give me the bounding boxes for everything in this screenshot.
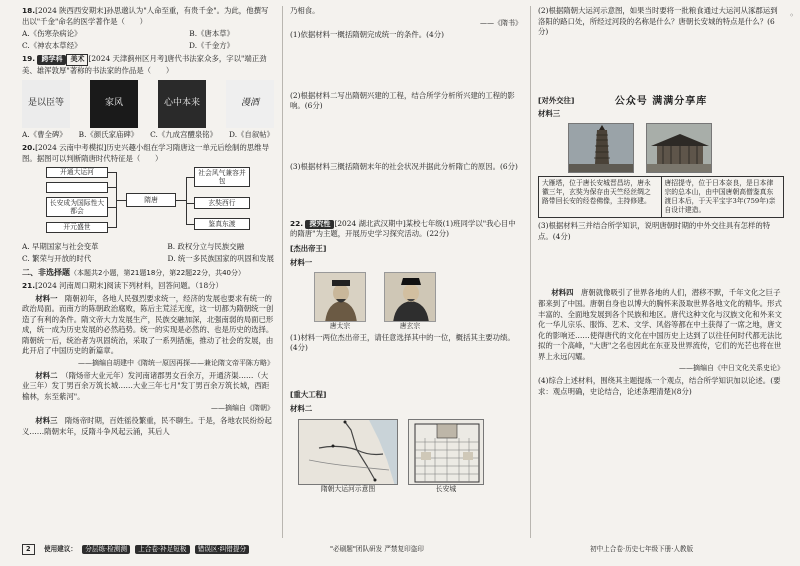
usage-suggestion xyxy=(44,545,249,554)
connector-line xyxy=(186,224,194,225)
connector-line xyxy=(116,200,126,201)
question-stem: [2024 湖北武汉期中]某校七年级(1)班同学以"我心目中的隋唐"为主题，开展历史学习探究活动。(22分) xyxy=(290,218,516,239)
material-text: 隋炀帝时期，百姓徭役繁重，民不聊生。于是，各地农民纷纷起义……隋朝末年，反隋斗争风起云涌，其后人 xyxy=(22,416,272,436)
answer-area[interactable] xyxy=(290,43,522,91)
left-column xyxy=(22,6,274,538)
answer-area[interactable] xyxy=(538,244,784,288)
option-a[interactable]: A.《伤寒杂病论》 xyxy=(22,29,82,39)
page-footer xyxy=(0,544,800,558)
grand-canal-map xyxy=(298,419,398,495)
answer-area[interactable] xyxy=(290,356,522,386)
options-row xyxy=(22,130,274,141)
connector-line xyxy=(186,177,194,178)
interdisciplinary-tag: 跨学科 xyxy=(37,55,66,65)
question-number: 18. xyxy=(22,6,36,15)
mind-map-blank-node xyxy=(46,182,108,193)
material-source: ——《隋书》 xyxy=(480,18,522,27)
material-label: 材料四 xyxy=(551,288,574,298)
emperor-portrait-image xyxy=(384,272,436,322)
changan-city-map-image xyxy=(408,419,484,485)
option-c[interactable]: C. 繁荣与开放的时代 xyxy=(22,253,92,263)
portrait-tang-xuanzong xyxy=(384,272,436,332)
portrait-caption: 唐太宗 xyxy=(329,322,351,330)
question-stem: [2024 天津蓟州区月考]唐代书法家众多，字以"端正劲美、雄浑敦厚"著称的书法家的作品是（ ） xyxy=(22,54,267,75)
connector-line xyxy=(108,227,116,228)
question-stem: [2024 河南周口期末]阅读下列材料，回答问题。（18分） xyxy=(35,281,223,291)
calligraphy-image-b: 家风 xyxy=(90,80,138,128)
emperor-portrait-image xyxy=(314,272,366,322)
giant-wild-goose-pagoda-photo xyxy=(568,123,634,173)
answer-area[interactable] xyxy=(538,40,784,92)
option-b[interactable]: B. 政权分立与民族交融 xyxy=(167,242,244,252)
page-number: 2 xyxy=(22,544,35,555)
table-cell: 大雁塔，位于唐长安城晋昌坊，唐永徽三年，玄奘为保存由天竺经丝绸之路带回长安的经卷佛像，主持修建。 xyxy=(539,176,662,218)
mind-map-node: 鉴真东渡 xyxy=(194,218,250,230)
changan-city-map xyxy=(408,419,484,495)
question-stem: [2024 陕西西安期末]孙思邈认为"人命至重，有贵千金"。为此，他撰写出以"千金"命名的医学著作是（ ） xyxy=(22,6,269,26)
material-table xyxy=(538,176,784,219)
subject-tag: 美术 xyxy=(66,54,88,66)
connector-line xyxy=(186,203,194,204)
connector-line xyxy=(108,207,116,208)
section-heading xyxy=(22,267,274,279)
material-label: 材料二 xyxy=(35,370,58,380)
material-text: 唐朝就像吸引了世界各地的人们，潜移不默，千年文化之巨子都来到了中国。唐朝自身也以博大的胸怀来汲取世界各地文化的精华。形式丰富的、全面地发展到各个民族和地区。唐代这种文化与汉族文化和外来文化一华儿宗乐、服饰、艺术、文学、风俗等都在中土获得了一席之地，唐文化的影响还……使得唐代的文化在中国历史上达到了以往任何时代都无法比拟的一个高峰，"大唐"之名也因此在东亚及世界流传，它们的光芒也将在世界上永远闪耀。 xyxy=(538,288,782,361)
options-row xyxy=(22,41,274,52)
usage-label: 使用建议： xyxy=(44,545,77,553)
toshodaiji-temple-photo xyxy=(646,123,712,173)
subsection-heading: [杰出帝王] xyxy=(290,243,327,253)
material-text: （隋炀帝大业元年）发河南诸郡男女百余万，开通济渠……（大业三年）发丁男百余万筑长城……大业三年七月"发丁男百余万筑长城，西距榆林，东至紫河"。 xyxy=(22,370,270,401)
footer-notice: "必刷题"团队研发 严禁复印盗印 xyxy=(330,545,424,553)
question-number: 20. xyxy=(22,143,36,153)
connector-line xyxy=(108,172,116,173)
options-row xyxy=(22,29,274,40)
question-number: 21. xyxy=(22,281,36,291)
usage-chip: 错误区·纠错提分 xyxy=(195,545,249,554)
options-row xyxy=(22,242,274,253)
mind-map xyxy=(22,167,274,239)
option-d[interactable]: D.《千金方》 xyxy=(189,40,234,50)
subsection-heading: [对外交往] xyxy=(538,95,575,105)
material-label: 材料一 xyxy=(290,258,313,268)
material-label: 材料二 xyxy=(290,404,313,414)
option-b[interactable]: B.《唐本草》 xyxy=(189,29,234,39)
answer-area[interactable] xyxy=(290,175,522,219)
question-stem: [2024 云南中考模拟]历史兴趣小组在学习隋唐这一单元后绘制的思维导图。据图可以判断隋唐时代特征是（ ） xyxy=(22,143,269,163)
page-edge-mark: ◦ xyxy=(789,11,794,20)
option-b[interactable]: B.《颜氏家庙碑》 xyxy=(78,129,139,139)
sub-question-22-3: (3)根据材料三并结合所学知识，说明唐朝时期的中外交往具有怎样的特点。(4分) xyxy=(538,221,771,241)
question-20 xyxy=(22,143,274,264)
portrait-caption: 唐玄宗 xyxy=(399,322,421,330)
subsection-heading: [重大工程] xyxy=(290,389,327,399)
material-maps xyxy=(298,419,522,495)
answer-area[interactable] xyxy=(290,114,522,162)
material-label: 材料三 xyxy=(35,416,58,426)
options-row xyxy=(22,254,274,265)
sub-question-22-1: (1)材料一两位杰出帝王，请任意选择其中的一位，概括其主要功绩。(4分) xyxy=(290,332,515,353)
mind-map-node: 长安成为国际性大都会 xyxy=(46,197,108,217)
calligraphy-images xyxy=(22,80,274,128)
material-text: 乃相食。 xyxy=(290,6,320,15)
map-caption: 隋朝大运河示意图 xyxy=(320,484,376,493)
material-source: ——摘编自胡建中《隋统一原因再探——兼论隋文帝平陈方略》 xyxy=(78,358,274,367)
usage-chip: 上合卷·补足短板 xyxy=(135,545,189,554)
option-a[interactable]: A. 早期国家与社会变革 xyxy=(22,242,99,252)
watermark-text: 公众号 满满分享库 xyxy=(614,96,708,108)
mind-map-node: 开元盛世 xyxy=(46,222,108,233)
sub-question-21-1: (1)依据材料一概括隋朝完成统一的条件。(4分) xyxy=(290,30,444,40)
section-title: 二、非选择题 xyxy=(22,268,70,278)
calligraphy-image-a: 是以臣等 xyxy=(22,80,70,128)
portrait-tang-taizong xyxy=(314,272,366,332)
sub-question-22-4: (4)综合上述材料，围绕其主题提炼一个观点，结合所学知识加以论述。(要求：观点明确，史论结合，论述条理清楚)(8分) xyxy=(538,376,781,396)
material-photos xyxy=(568,123,784,173)
option-a[interactable]: A.《曹全碑》 xyxy=(22,129,67,139)
question-19 xyxy=(22,54,274,140)
material-source: ——摘编自《隋朝》 xyxy=(211,404,274,413)
material-label: 材料一 xyxy=(35,293,58,303)
footer-book-title: 初中上合卷·历史七年级下册·人教版 xyxy=(590,545,694,553)
connector-line xyxy=(176,200,186,201)
section-desc: （本题共2小题，第21题18分，第22题22分，共40分） xyxy=(70,269,245,278)
inquiry-tag: 探究性 xyxy=(305,220,334,230)
material-source: ——摘编自《中日文化关系史论》 xyxy=(679,364,784,373)
question-18 xyxy=(22,6,274,51)
connector-line xyxy=(108,187,116,188)
column-divider xyxy=(282,6,283,538)
calligraphy-image-d: 漫酒 xyxy=(226,80,274,128)
mind-map-node: 开通大运河 xyxy=(46,167,108,178)
sub-question-21-2: (2)根据材料二写出隋朝兴建的工程，结合所学分析所兴建的工程的影响。(6分) xyxy=(290,90,515,111)
usage-chip: 分层练·检测测 xyxy=(82,545,130,554)
grand-canal-map-image xyxy=(298,419,398,485)
question-22 xyxy=(290,219,522,495)
calligraphy-image-c: 心中本来 xyxy=(158,80,206,128)
table-cell: 唐招提寺，位于日本奈良，是日本律宗的总本山，由中国唐朝高僧鉴真东渡日本后，于天平宝字3年(759年)亲自设计建造。 xyxy=(661,176,784,218)
option-d[interactable]: D. 统一多民族国家的巩固和发展 xyxy=(167,253,274,263)
sub-question-21-3: (3)根据材料三概括隋朝末年的社会状况并据此分析隋亡的原因。(6分) xyxy=(290,162,518,171)
option-c[interactable]: C.《九成宫醴泉铭》 xyxy=(150,129,218,139)
mind-map-node: 玄奘西行 xyxy=(194,197,250,209)
question-number: 22. xyxy=(290,218,304,228)
option-d[interactable]: D.《自叙帖》 xyxy=(229,129,274,139)
material-label: 材料三 xyxy=(538,109,561,119)
column-divider xyxy=(530,6,531,538)
sub-question-22-2: (2)根据隋朝大运河示意图，如果当时要将一批粮食通过大运河从涿郡运到洛阳的路口处，所经过河段的名称是什么？唐朝长安城的特点是什么？(6分) xyxy=(538,6,778,37)
emperor-portraits xyxy=(314,272,522,332)
question-number: 19. xyxy=(22,54,36,64)
material-text: 隋朝初年，各地人民强烈要求统一，经济的发展也要求有统一的政治局面。而南方的陈朝政治腐败，陈后主荒淫无度，这一切都为隋朝统一创造了有利的条件。隋文帝大力发展生产，民族交融加深，北强南弱的局面已形成，统一成为历史发展的必然趋势。统一的实现是必然的、也是历史的选择。隋朝统一后，统治者为巩固统治，采取了一系列措施，推动了社会的发展，由此开启了中国历史的新篇章。 xyxy=(22,293,274,356)
connector-line xyxy=(186,177,187,224)
mind-map-node: 社会风气兼容并包 xyxy=(194,167,250,187)
map-caption: 长安城 xyxy=(435,484,457,493)
middle-column xyxy=(290,6,522,538)
option-c[interactable]: C.《神农本草经》 xyxy=(22,40,82,50)
right-column xyxy=(538,6,784,538)
mind-map-center: 隋唐 xyxy=(126,193,176,207)
question-21 xyxy=(22,281,274,437)
